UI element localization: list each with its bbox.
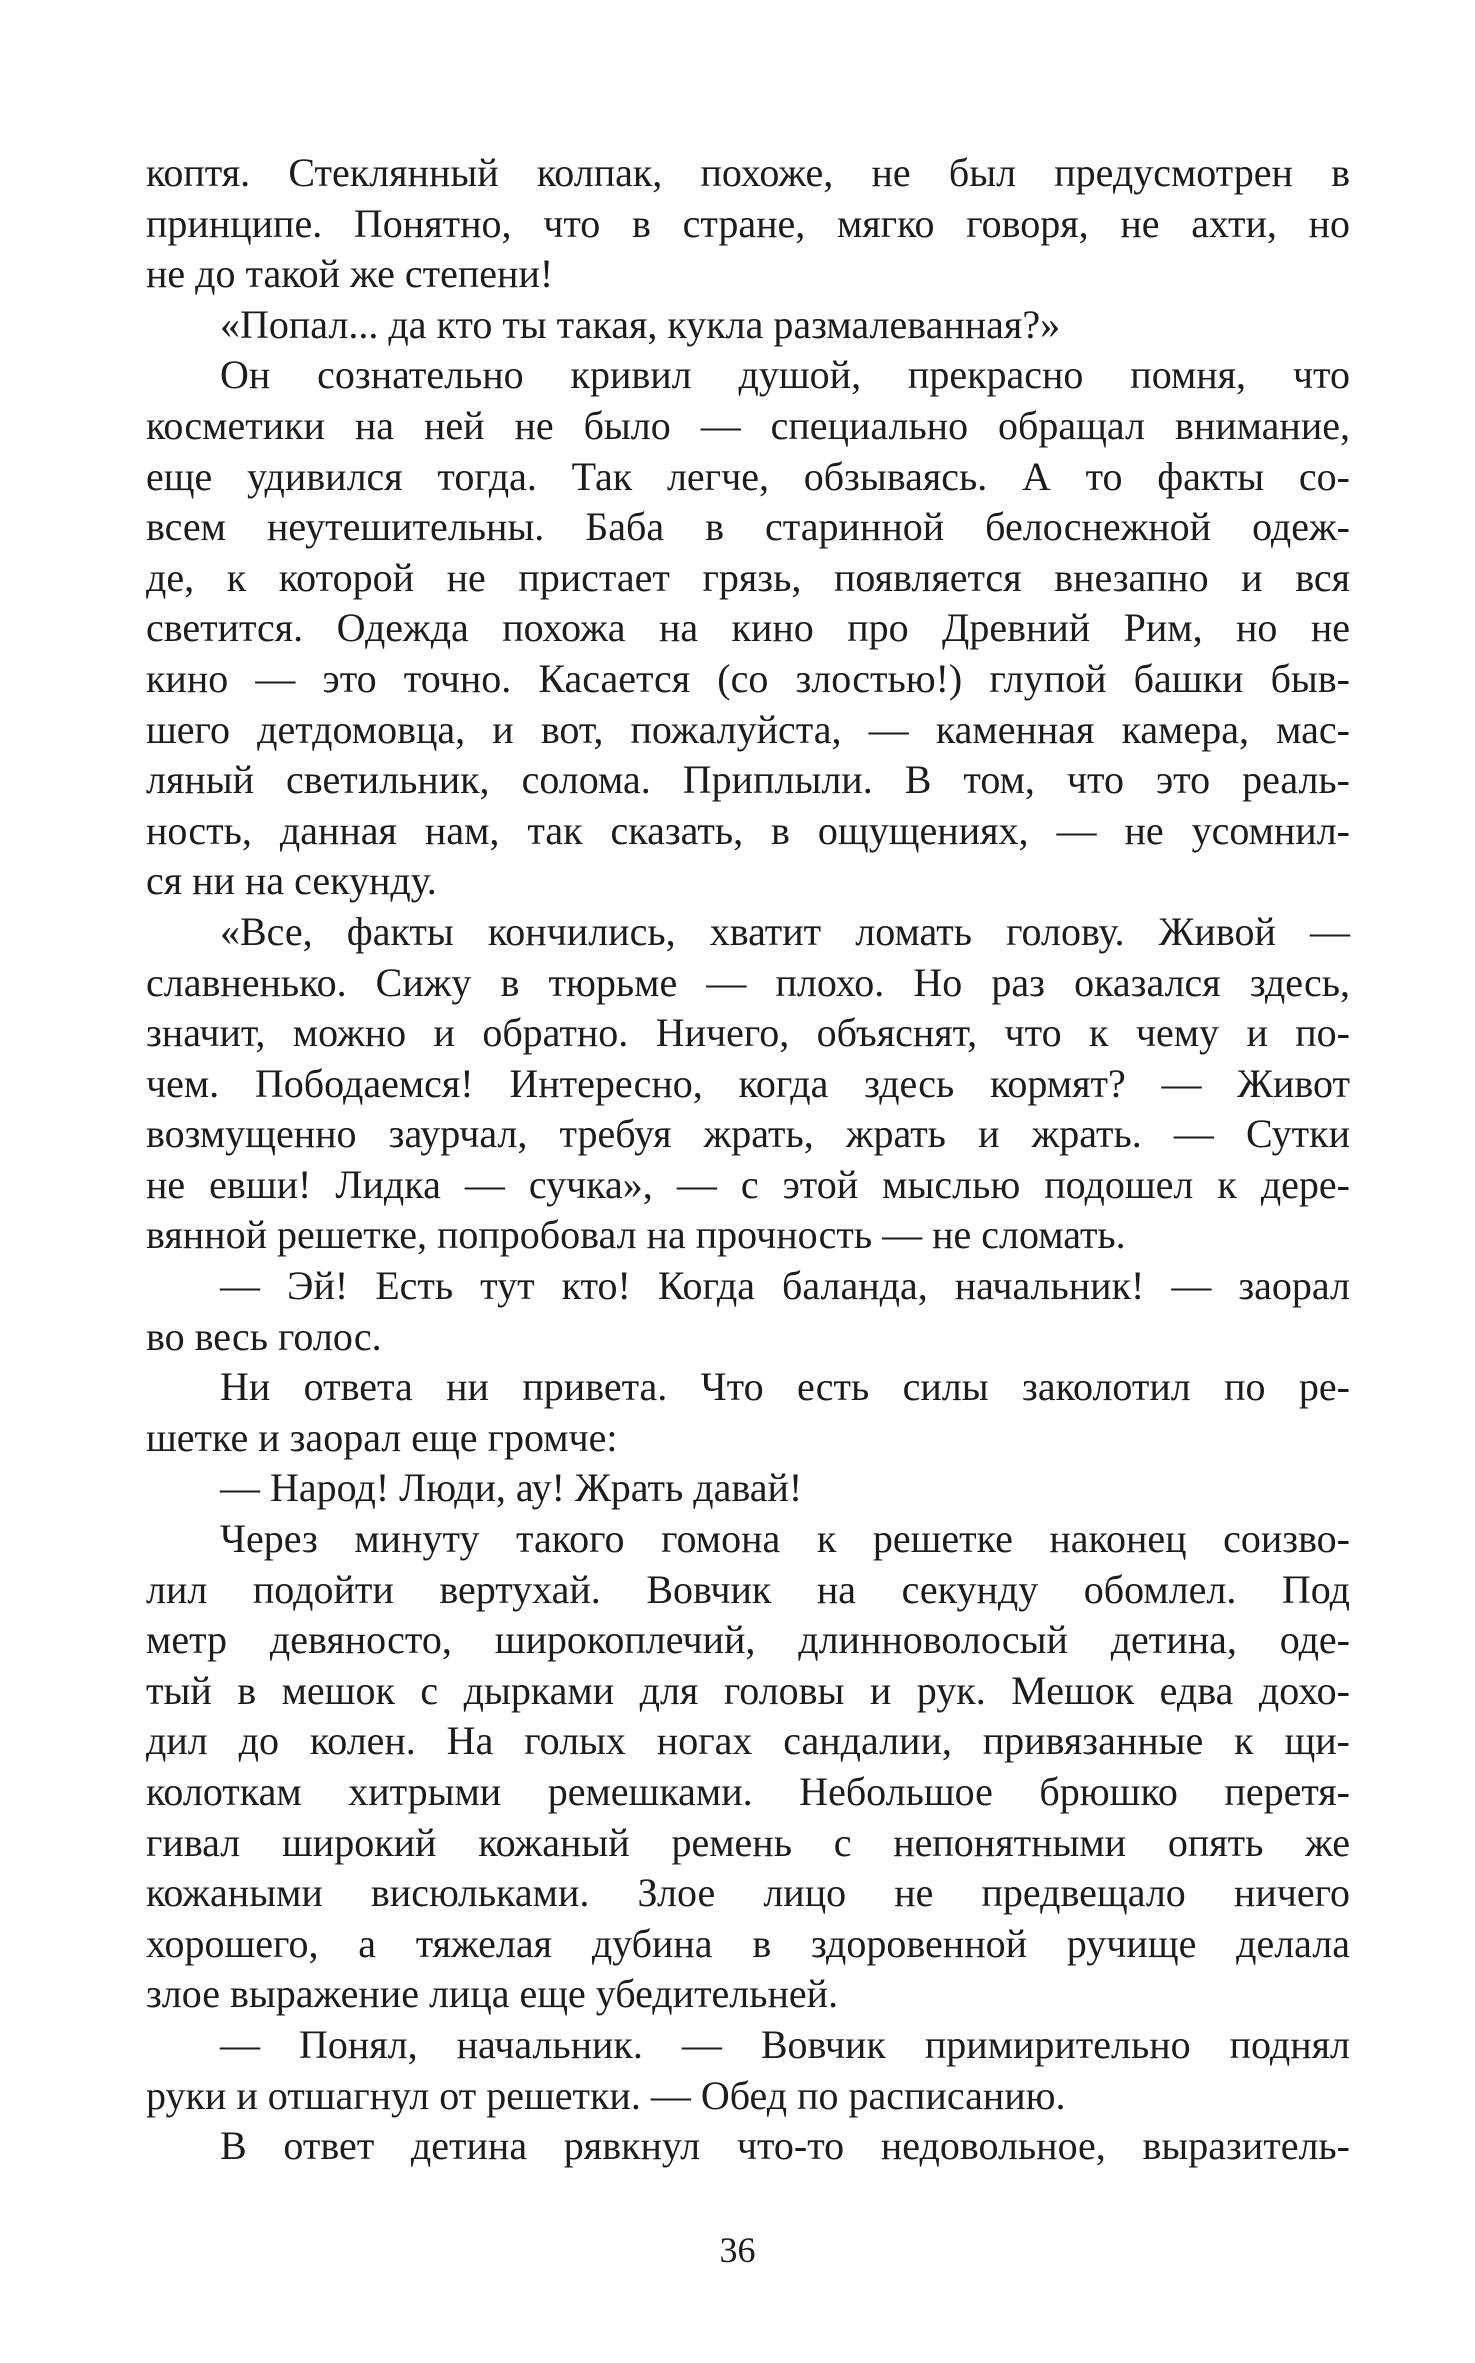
text-line: шего детдомовца, и вот, пожалуйста, — каменная камера, мас- xyxy=(146,706,1350,752)
text-line: кожаными висюльками. Злое лицо не предвещало ничего xyxy=(146,1870,1350,1916)
text-line: «Попал... да кто ты такая, кукла размалеванная?» xyxy=(220,301,1061,347)
text-line: ляный светильник, солома. Приплыли. В том, что это реаль- xyxy=(146,757,1350,803)
text-line: значит, можно и обратно. Ничего, объяснят, что к чему и по- xyxy=(146,1010,1350,1056)
paragraph xyxy=(146,1261,1350,1362)
text-line: руки и отшагнул от решетки. — Обед по расписанию. xyxy=(146,2072,1066,2118)
text-line: метр девяносто, широкоплечий, длинноволосый детина, оде- xyxy=(146,1617,1350,1663)
paragraph xyxy=(146,350,1350,907)
paragraph xyxy=(146,1514,1350,2020)
text-line: Ни ответа ни привета. Что есть силы заколотил по ре- xyxy=(220,1364,1350,1410)
text-line: злое выражение лица еще убедительней. xyxy=(146,1971,839,2017)
text-line: не до такой же степени! xyxy=(146,251,554,297)
text-line: хорошего, а тяжелая дубина в здоровенной ручище делала xyxy=(146,1920,1350,1966)
text-line: во весь голос. xyxy=(146,1313,382,1359)
text-line: коптя. Стеклянный колпак, похоже, не был предусмотрен в xyxy=(146,150,1350,195)
text-line: шетке и заорал еще громче: xyxy=(146,1414,618,1460)
paragraph xyxy=(146,1362,1350,1463)
text-line: де, к которой не пристает грязь, появляется внезапно и вся xyxy=(146,554,1350,600)
text-line: славненько. Сижу в тюрьме — плохо. Но раз оказался здесь, xyxy=(146,959,1350,1005)
text-line: ность, данная нам, так сказать, в ощущениях, — не усомнил- xyxy=(146,807,1350,853)
text-line: еще удивился тогда. Так легче, обзываясь. А то факты со- xyxy=(146,453,1350,499)
text-line: «Все, факты кончились, хватит ломать голову. Живой — xyxy=(220,908,1350,954)
text-line: дил до колен. На голых ногах сандалии, привязанные к щи- xyxy=(146,1718,1350,1764)
paragraph xyxy=(146,1463,1350,1514)
page-text-block xyxy=(146,148,1350,2172)
text-line: — Народ! Люди, ау! Жрать давай! xyxy=(220,1465,803,1511)
text-line: косметики на ней не было — специально обращал внимание, xyxy=(146,402,1350,448)
paragraph xyxy=(146,2121,1350,2172)
text-line: гивал широкий кожаный ремень с непонятными опять же xyxy=(146,1819,1350,1865)
text-line: В ответ детина рявкнул что-то недовольное, выразитель- xyxy=(220,2123,1350,2169)
paragraph xyxy=(146,300,1350,351)
text-line: — Понял, начальник. — Вовчик примирительно поднял xyxy=(220,2021,1350,2067)
text-line: — Эй! Есть тут кто! Когда баланда, начальник! — заорал xyxy=(220,1263,1350,1309)
text-line: всем неутешительны. Баба в старинной белоснежной одеж- xyxy=(146,504,1350,550)
text-line: вянной решетке, попробовал на прочность — не сломать. xyxy=(146,1212,1126,1258)
paragraph xyxy=(146,148,1350,300)
paragraph xyxy=(146,907,1350,1261)
text-line: лил подойти вертухай. Вовчик на секунду обомлел. Под xyxy=(146,1566,1350,1612)
text-line: принципе. Понятно, что в стране, мягко говоря, не ахти, но xyxy=(146,200,1350,246)
text-line: тый в мешок с дырками для головы и рук. Мешок едва дохо- xyxy=(146,1667,1350,1713)
text-line: колоткам хитрыми ремешками. Небольшое брюшко перетя- xyxy=(146,1769,1350,1814)
page-number: 36 xyxy=(719,2230,756,2270)
text-line: чем. Пободаемся! Интересно, когда здесь кормят? — Живот xyxy=(146,1060,1350,1106)
paragraph xyxy=(146,2020,1350,2121)
text-line: не евши! Лидка — сучка», — с этой мыслью подошел к дере- xyxy=(146,1161,1350,1207)
text-line: возмущенно заурчал, требуя жрать, жрать и жрать. — Сутки xyxy=(146,1111,1350,1157)
text-line: Он сознательно кривил душой, прекрасно помня, что xyxy=(220,352,1350,398)
text-line: Через минуту такого гомона к решетке наконец соизво- xyxy=(220,1516,1350,1562)
text-line: ся ни на секунду. xyxy=(146,858,437,904)
text-line: кино — это точно. Касается (со злостью!) глупой башки быв- xyxy=(146,655,1350,701)
text-line: светится. Одежда похожа на кино про Древний Рим, но не xyxy=(146,605,1350,651)
